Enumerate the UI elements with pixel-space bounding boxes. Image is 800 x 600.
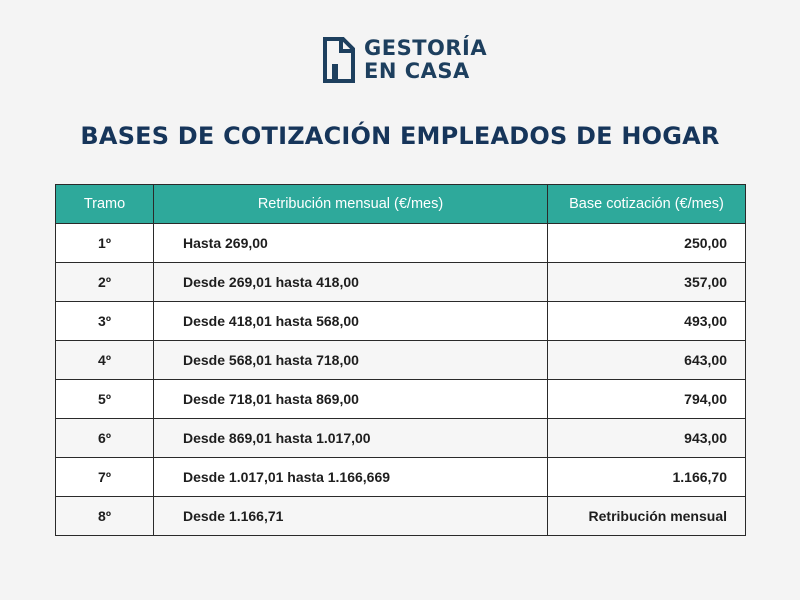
table-row (56, 497, 746, 536)
bases-table (55, 184, 746, 536)
tramo-cell: 5º (56, 380, 154, 419)
table-row (56, 224, 746, 263)
tramo-cell: 7º (56, 458, 154, 497)
base-cell: 643,00 (548, 341, 746, 380)
retribucion-cell: Desde 1.017,01 hasta 1.166,669 (154, 458, 548, 497)
base-cell: 1.166,70 (548, 458, 746, 497)
tramo-cell: 4º (56, 341, 154, 380)
retribucion-cell: Desde 869,01 hasta 1.017,00 (154, 419, 548, 458)
column-header-retribucion: Retribución mensual (€/mes) (154, 185, 548, 224)
table-row (56, 458, 746, 497)
table-header-row (56, 185, 746, 224)
base-cell: 943,00 (548, 419, 746, 458)
tramo-cell: 6º (56, 419, 154, 458)
column-header-base: Base cotización (€/mes) (548, 185, 746, 224)
table-row (56, 263, 746, 302)
retribucion-cell: Desde 568,01 hasta 718,00 (154, 341, 548, 380)
retribucion-cell: Desde 418,01 hasta 568,00 (154, 302, 548, 341)
tramo-cell: 1º (56, 224, 154, 263)
base-cell: 357,00 (548, 263, 746, 302)
tramo-cell: 8º (56, 497, 154, 536)
brand-line-1: GESTORÍA (364, 36, 488, 60)
base-cell: Retribución mensual (548, 497, 746, 536)
tramo-cell: 2º (56, 263, 154, 302)
table-row (56, 341, 746, 380)
brand-name (364, 37, 487, 83)
table-row (56, 380, 746, 419)
table-row (56, 302, 746, 341)
brand-line-2: EN CASA (364, 59, 470, 83)
retribucion-cell: Desde 718,01 hasta 869,00 (154, 380, 548, 419)
brand-logo (322, 36, 487, 84)
house-document-icon (322, 36, 356, 84)
base-cell: 493,00 (548, 302, 746, 341)
table-row (56, 419, 746, 458)
retribucion-cell: Desde 269,01 hasta 418,00 (154, 263, 548, 302)
base-cell: 794,00 (548, 380, 746, 419)
page-title: BASES DE COTIZACIÓN EMPLEADOS DE HOGAR (80, 122, 720, 150)
retribucion-cell: Desde 1.166,71 (154, 497, 548, 536)
tramo-cell: 3º (56, 302, 154, 341)
base-cell: 250,00 (548, 224, 746, 263)
column-header-tramo: Tramo (56, 185, 154, 224)
retribucion-cell: Hasta 269,00 (154, 224, 548, 263)
